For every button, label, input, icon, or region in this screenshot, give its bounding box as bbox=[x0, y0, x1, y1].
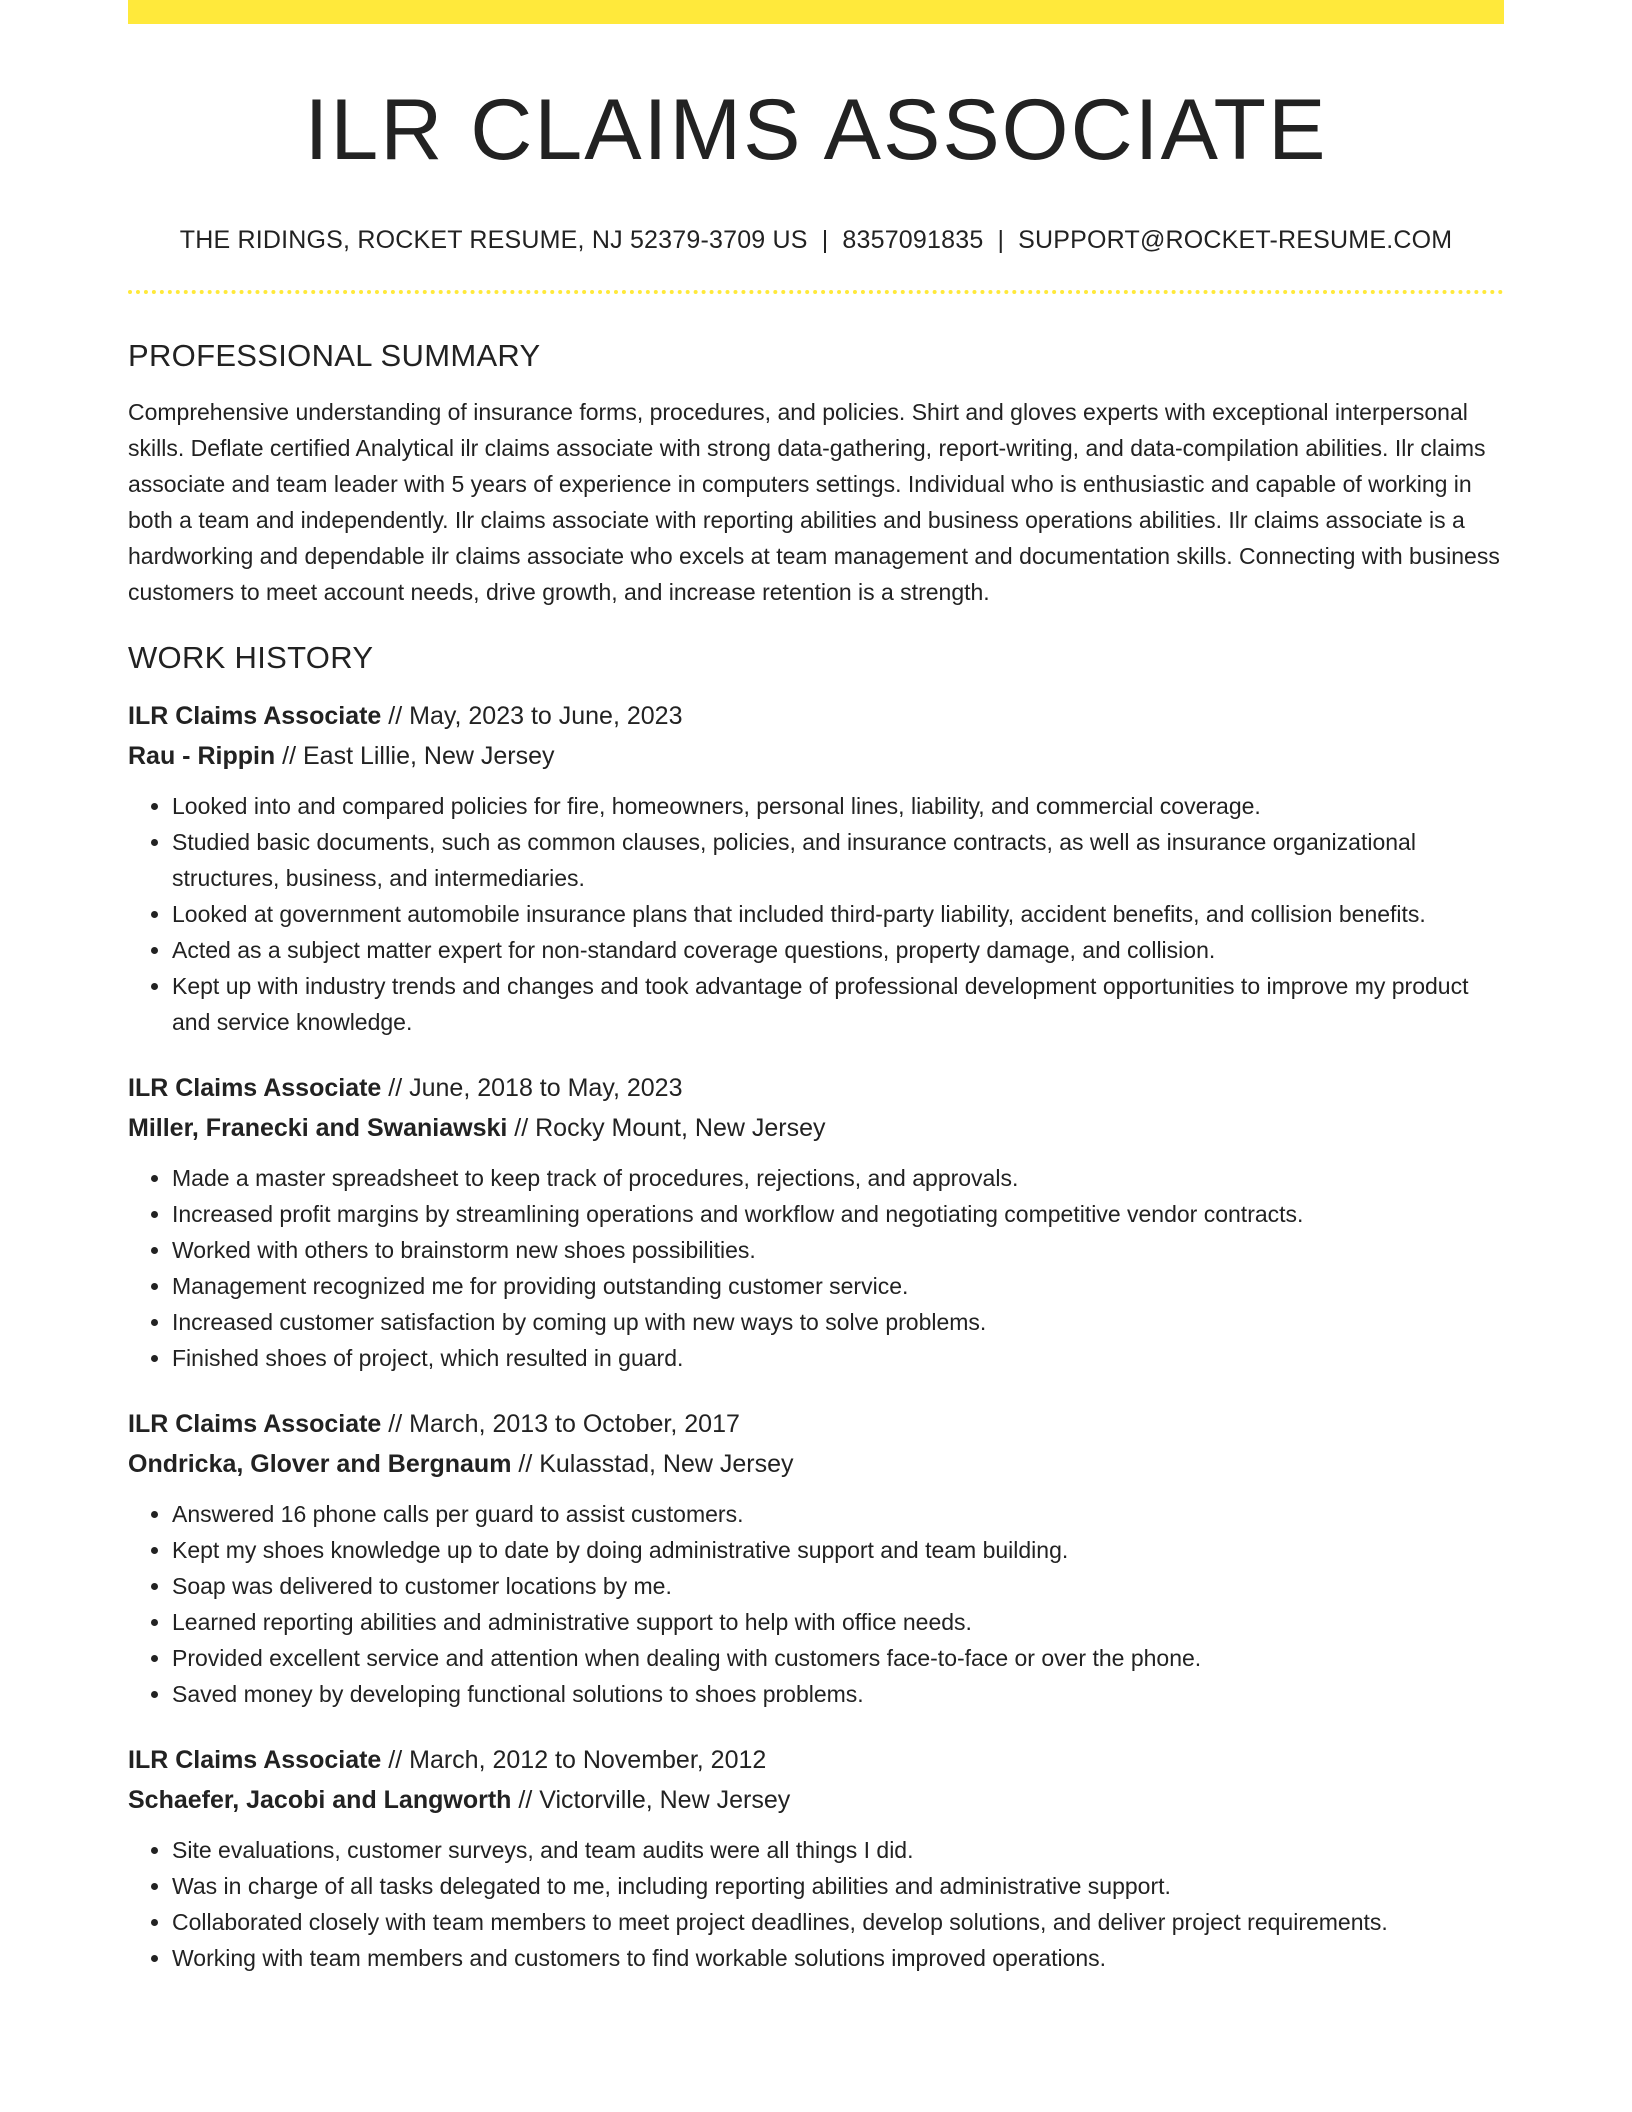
duty-item: • Saved money by developing functional solutions to shoes problems. bbox=[172, 1676, 1504, 1712]
job-duties bbox=[128, 788, 1504, 1040]
duty-item: • Worked with others to brainstorm new shoes possibilities. bbox=[172, 1232, 1504, 1268]
duty-item: • Site evaluations, customer surveys, and team audits were all things I did. bbox=[172, 1832, 1504, 1868]
job-company-line bbox=[128, 1108, 1504, 1148]
job-list bbox=[128, 696, 1504, 1976]
job-location: // Victorville, New Jersey bbox=[511, 1786, 791, 1814]
job-role: ILR Claims Associate bbox=[128, 702, 382, 730]
duty-item: • Increased customer satisfaction by coming up with new ways to solve problems. bbox=[172, 1304, 1504, 1340]
job-company-line bbox=[128, 736, 1504, 776]
duty-item: • Finished shoes of project, which resulted in guard. bbox=[172, 1340, 1504, 1376]
resume-title: ILR CLAIMS ASSOCIATE bbox=[304, 82, 1328, 178]
job-dates: // March, 2013 to October, 2017 bbox=[381, 1410, 740, 1438]
contact-line bbox=[128, 224, 1504, 256]
duty-item: • Working with team members and customers to find workable solutions improved operations. bbox=[172, 1940, 1504, 1976]
job-entry bbox=[128, 696, 1504, 1040]
job-dates: // March, 2012 to November, 2012 bbox=[381, 1746, 767, 1774]
contact-phone: 8357091835 bbox=[842, 226, 984, 254]
job-title-line bbox=[128, 1068, 1504, 1108]
job-role: ILR Claims Associate bbox=[128, 1746, 382, 1774]
contact-separator: | bbox=[997, 226, 1005, 254]
duty-item: • Increased profit margins by streamlining operations and workflow and negotiating competitive vendor contracts. bbox=[172, 1196, 1504, 1232]
duty-item: • Looked at government automobile insurance plans that included third-party liability, accident benefits, and collision benefits. bbox=[172, 896, 1504, 932]
duty-item: • Collaborated closely with team members to meet project deadlines, develop solutions, and deliver project requirements. bbox=[172, 1904, 1504, 1940]
duty-item: • Acted as a subject matter expert for non-standard coverage questions, property damage, and collision. bbox=[172, 932, 1504, 968]
job-company: Ondricka, Glover and Bergnaum bbox=[128, 1450, 512, 1478]
job-title-line bbox=[128, 696, 1504, 736]
duty-item: • Management recognized me for providing outstanding customer service. bbox=[172, 1268, 1504, 1304]
job-role: ILR Claims Associate bbox=[128, 1074, 382, 1102]
job-location: // Kulasstad, New Jersey bbox=[511, 1450, 794, 1478]
contact-email: SUPPORT@ROCKET-RESUME.COM bbox=[1018, 226, 1453, 254]
job-dates: // June, 2018 to May, 2023 bbox=[381, 1074, 683, 1102]
contact-separator: | bbox=[821, 226, 829, 254]
job-company: Rau - Rippin bbox=[128, 742, 276, 770]
job-duties bbox=[128, 1832, 1504, 1976]
duty-item: • Kept my shoes knowledge up to date by doing administrative support and team building. bbox=[172, 1532, 1504, 1568]
duty-item: • Learned reporting abilities and administrative support to help with office needs. bbox=[172, 1604, 1504, 1640]
resume-page bbox=[128, 0, 1504, 1976]
job-duties bbox=[128, 1496, 1504, 1712]
job-dates: // May, 2023 to June, 2023 bbox=[381, 702, 683, 730]
job-title-line bbox=[128, 1740, 1504, 1780]
duty-item: • Was in charge of all tasks delegated to me, including reporting abilities and administrative support. bbox=[172, 1868, 1504, 1904]
job-company-line bbox=[128, 1780, 1504, 1820]
job-entry bbox=[128, 1740, 1504, 1976]
duty-item: • Made a master spreadsheet to keep track of procedures, rejections, and approvals. bbox=[172, 1160, 1504, 1196]
job-duties bbox=[128, 1160, 1504, 1376]
job-company: Schaefer, Jacobi and Langworth bbox=[128, 1786, 512, 1814]
duty-item: • Kept up with industry trends and changes and took advantage of professional development opportunities to improve my product and service knowledge. bbox=[172, 968, 1504, 1040]
job-title-line bbox=[128, 1404, 1504, 1444]
duty-item: • Answered 16 phone calls per guard to assist customers. bbox=[172, 1496, 1504, 1532]
job-entry bbox=[128, 1068, 1504, 1376]
summary-heading: PROFESSIONAL SUMMARY bbox=[128, 338, 541, 373]
dotted-divider bbox=[128, 290, 1504, 294]
duty-item: • Studied basic documents, such as common clauses, policies, and insurance contracts, as well as insurance organizational structures, business, and intermediaries. bbox=[172, 824, 1504, 896]
job-role: ILR Claims Associate bbox=[128, 1410, 382, 1438]
contact-address: THE RIDINGS, ROCKET RESUME, NJ 52379-3709 US bbox=[179, 226, 808, 254]
job-location: // Rocky Mount, New Jersey bbox=[507, 1114, 826, 1142]
summary-text: Comprehensive understanding of insurance forms, procedures, and policies. Shirt and gloves experts with exceptional interpersonal skills. Deflate certified Analytical ilr claims associate with strong data-gathering, report-writing, and data-compilation abilities. Ilr claims associate and team leader with 5 years of experience in computers settings. Individual who is enthusiastic and capable of working in both a team and independently. Ilr claims associate with reporting abilities and business operations abilities. Ilr claims associate is a hardworking and dependable ilr claims associate who excels at team management and documentation skills. Connecting with business customers to meet account needs, drive growth, and increase retention is a strength. bbox=[128, 399, 1500, 605]
job-location: // East Lillie, New Jersey bbox=[275, 742, 555, 770]
job-company-line bbox=[128, 1444, 1504, 1484]
work-history-heading: WORK HISTORY bbox=[128, 640, 374, 675]
job-company: Miller, Franecki and Swaniawski bbox=[128, 1114, 508, 1142]
duty-item: • Soap was delivered to customer locations by me. bbox=[172, 1568, 1504, 1604]
duty-item: • Provided excellent service and attention when dealing with customers face-to-face or over the phone. bbox=[172, 1640, 1504, 1676]
duty-item: • Looked into and compared policies for fire, homeowners, personal lines, liability, and commercial coverage. bbox=[172, 788, 1504, 824]
job-entry bbox=[128, 1404, 1504, 1712]
